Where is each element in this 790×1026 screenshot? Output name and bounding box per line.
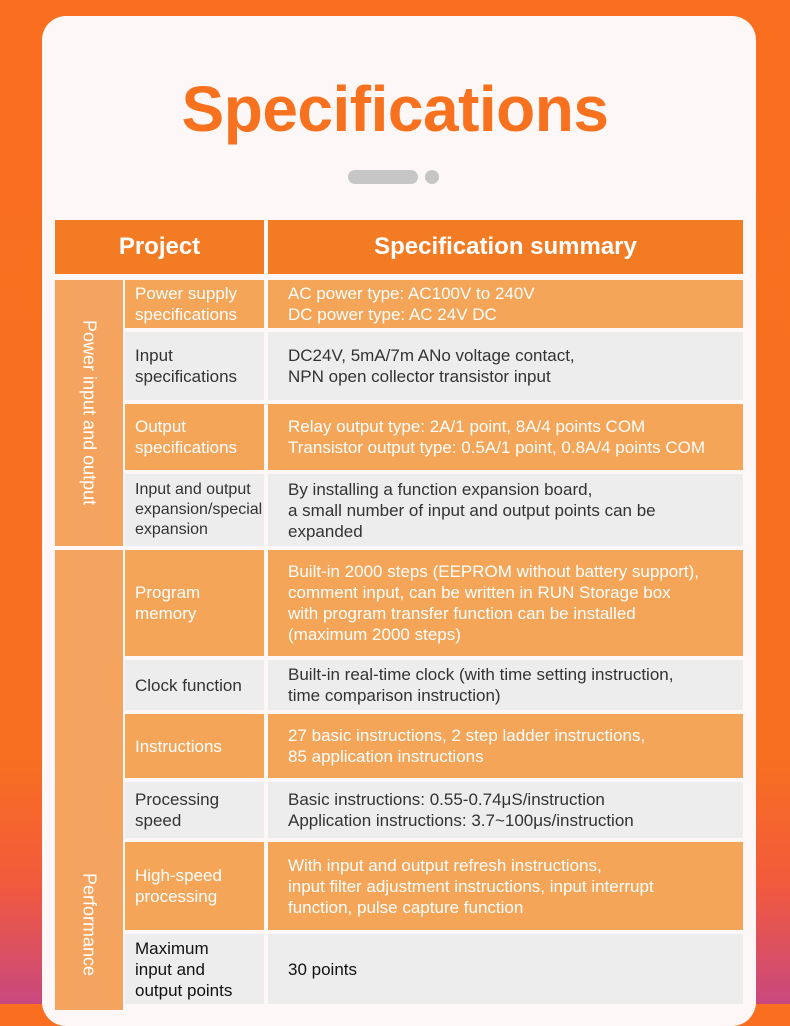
row-value: DC24V, 5mA/7m ANo voltage contact, NPN open collector transistor input: [268, 332, 743, 400]
row-value: 27 basic instructions, 2 step ladder instructions, 85 application instructions: [268, 714, 743, 778]
row-value: Built-in 2000 steps (EEPROM without battery support), comment input, can be written in RUN Storage box with program transfer function can be installed (maximum 2000 steps): [268, 550, 743, 656]
row-value: With input and output refresh instructions, input filter adjustment instructions, input interrupt function, pulse capture function: [268, 842, 743, 930]
row-name: Processing speed: [125, 782, 264, 838]
row-name: Clock function: [125, 660, 264, 710]
row-name: Instructions: [125, 714, 264, 778]
carousel-indicator-active[interactable]: [348, 170, 418, 184]
row-value: Basic instructions: 0.55-0.74μS/instruction Application instructions: 3.7~100μs/instruction: [268, 782, 743, 838]
header-project: Project: [55, 220, 264, 274]
row-name: Input specifications: [125, 332, 264, 400]
carousel-indicator-dot[interactable]: [425, 170, 439, 184]
row-value: Built-in real-time clock (with time setting instruction, time comparison instruction): [268, 660, 743, 710]
group-performance-label: Performance: [79, 873, 100, 977]
row-value: AC power type: AC100V to 240V DC power type: AC 24V DC: [268, 280, 743, 328]
group-performance: [55, 550, 123, 1010]
group-power: [55, 280, 123, 546]
row-value: By installing a function expansion board, a small number of input and output points can be expanded: [268, 474, 743, 546]
row-value: Relay output type: 2A/1 point, 8A/4 points COM Transistor output type: 0.5A/1 point, 0.8A/4 points COM: [268, 404, 743, 470]
row-name: Maximum input and output points: [125, 934, 264, 1004]
row-name: Input and output expansion/special expansion: [125, 474, 264, 546]
row-name: Power supply specifications: [125, 280, 264, 328]
group-power-label: Power input and output: [79, 320, 100, 506]
row-name: Program memory: [125, 550, 264, 656]
row-name: High-speed processing: [125, 842, 264, 930]
row-value: 30 points: [268, 934, 743, 1004]
header-summary: Specification summary: [268, 220, 743, 274]
page-title: Specifications: [181, 73, 609, 145]
row-name: Output specifications: [125, 404, 264, 470]
